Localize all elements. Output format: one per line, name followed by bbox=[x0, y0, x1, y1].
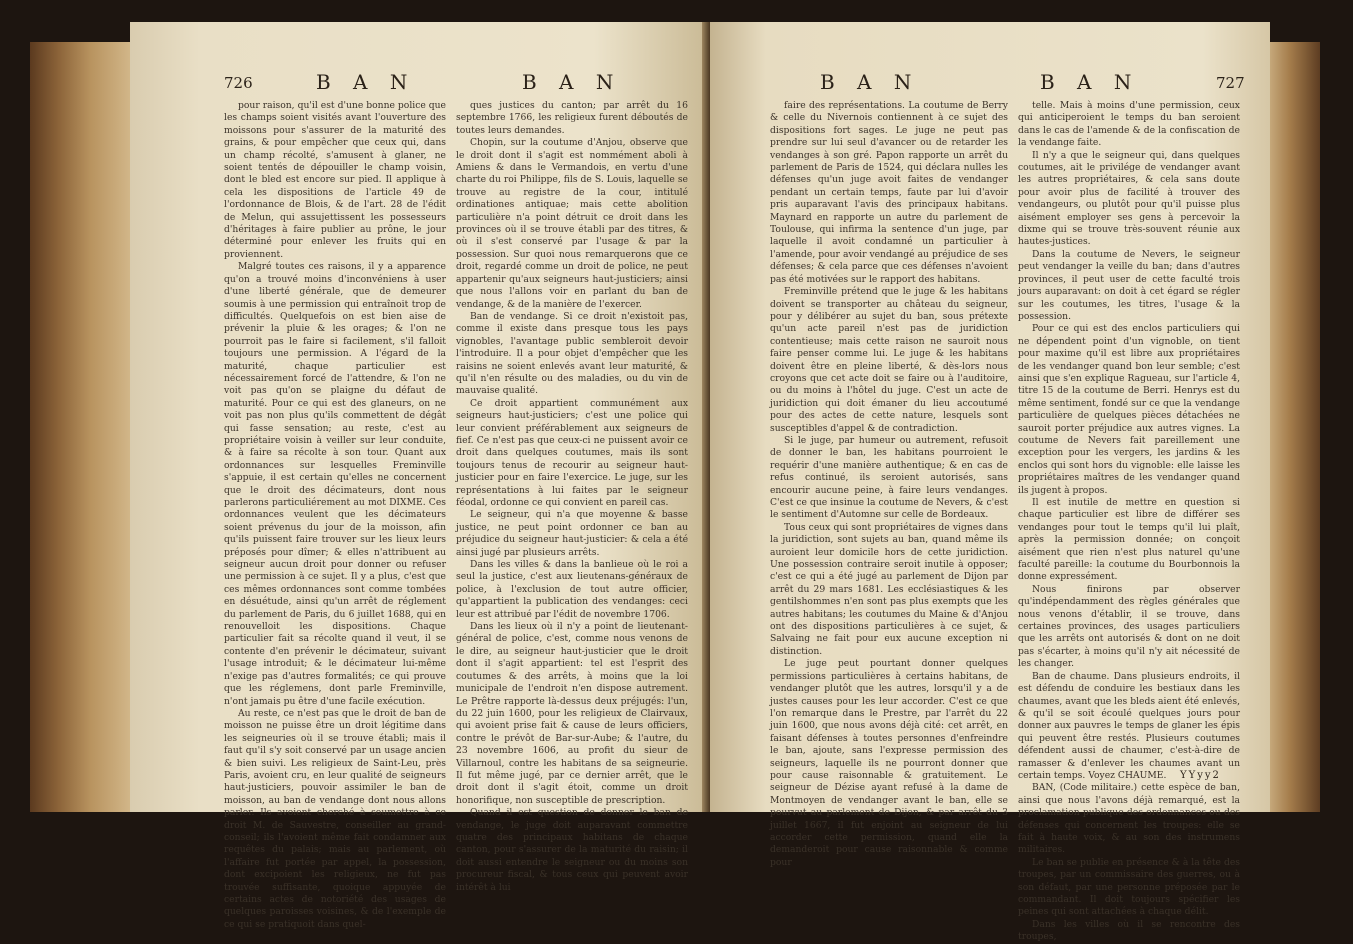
paragraph: Freminville prétend que le juge & les habitans doivent se transporter au château du seigneur, pour y délibérer au sujet du ban, sous prétexte qu'un acte pareil n'est pas de juridiction contentieuse; mais cette raison ne sauroit nous faire penser comme lui. Le juge & les habitans doivent être en pleine liberté, & dès-lors nous croyons que cet acte doit se faire ou à l'auditoire, ou du moins à l'hôtel du juge. C'est un acte de juridiction qui doit émaner du lieu accoutumé pour des actes de cette nature, lesquels sont susceptibles d'appel & de contradiction. bbox=[770, 286, 1008, 434]
paragraph: Il n'y a que le seigneur qui, dans quelques coutumes, ait le privilége de vendanger avant les autres propriétaires, & cela sans doute pour avoir plus de facilité à trouver des vendangeurs, ou plutôt pour qu'il puisse plus aisément employer ses gens à percevoir la dixme qui se trouve très-souvent réunie aux hautes-justices. bbox=[1018, 149, 1240, 248]
right-page bbox=[710, 22, 1270, 943]
paragraph: Nous finirons par observer qu'indépendamment des règles générales que nous venons d'établir, il se trouve, dans certaines provinces, des usages particuliers que les arrêts ont autorisés & dont on ne doit pas s'écarter, à moins qu'il n'y ait nécessité de les changer. bbox=[1018, 583, 1240, 670]
paragraph: Quand il est question de donner le ban de vendange, le juge doit auparavant commettre quatre des principaux habitans de chaque canton, pour s'assurer de la maturité du raisin; il doit aussi entendre le seigneur ou du moins son procureur fiscal, & tous ceux qui peuvent avoir intérêt à lui bbox=[456, 807, 688, 893]
paragraph: Dans les villes où il se rencontre des troupes, bbox=[1018, 918, 1240, 943]
paragraph: Il est inutile de mettre en question si chaque particulier est libre de différer ses vendanges pour tout le temps qu'il lui plaît, après la permission donnée; on conçoit aisément que rien n'est plus naturel qu'une faculté pareille: la coutume du Bourbonnois la donne expressément. bbox=[1018, 497, 1240, 583]
text-column-2 bbox=[456, 100, 688, 893]
book-edge-left bbox=[30, 42, 140, 812]
paragraph: Le seigneur, qui n'a que moyenne & basse justice, ne peut point ordonner ce ban au préjudice du seigneur haut-justicier: & cela a été ainsi jugé par plusieurs arrêts. bbox=[456, 509, 688, 558]
running-head-right: B A N bbox=[522, 70, 622, 94]
running-head-left: B A N bbox=[316, 70, 416, 94]
text-column-1 bbox=[224, 100, 446, 930]
paragraph: Si le juge, par humeur ou autrement, refusoit de donner le ban, les habitans pourroient le requérir d'une manière authentique; & en cas de refus continué, ils seroient autorisés, sans encourir aucune peine, à faire leurs vendanges. C'est ce que insinue la coutume de Nevers, & c'est le sentiment d'Automne sur celle de Bordeaux. bbox=[770, 434, 1008, 521]
paragraph: faire des représentations. La coutume de Berry & celle du Nivernois contiennent à ce sujet des dispositions fort sages. Le juge ne peut pas prendre sur lui seul d'avancer ou de retarder les vendanges à son gré. Papon rapporte un arrêt du parlement de Paris de 1524, qui déclara nulles les défenses qu'un juge avoit faites de vendanger pendant un certain temps, faute par lui d'avoir pris auparavant l'avis des principaux habitans. Maynard en rapporte un autre du parlement de Toulouse, qui infirma la sentence d'un juge, par laquelle il avoit condamné un particulier à l'amende, pour avoir vendangé au préjudice de ses défenses; & cela parce que ces défenses n'avoient pas été motivées sur le rapport des habitans. bbox=[770, 100, 1008, 285]
paragraph: Le juge peut pourtant donner quelques permissions particulières à certains habitans, de vendanger plutôt que les autres, lorsqu'il y a de justes causes pour les leur accorder. C'est ce que l'on remarque dans le Prestre, par l'arrêt du 22 juin 1600, que nous avons déjà cité: cet arrêt, en faisant défenses à toutes personnes d'enfreindre le ban, ajoute, sans l'expresse permission des seigneurs, laquelle ils ne pourront donner que pour cause raisonnable & gratuitement. Le seigneur de Dézise ayant refusé à la dame de Montmoyen de vendanger avant le ban, elle se pourvut au parlement de Dijon, & par arrêt du 3 juillet 1667, il fut enjoint au seigneur de lui accorder cette permission, quand elle la demanderoit pour cause raisonnable & comme pour bbox=[770, 658, 1008, 868]
paragraph: Tous ceux qui sont propriétaires de vignes dans la juridiction, sont sujets au ban, quand même ils auroient leur domicile hors de cette juridiction. Une possession contraire seroit inutile à opposer; c'est ce qui a été jugé au parlement de Dijon par arrêt du 29 mars 1681. Les ecclésiastiques & les gentilshommes n'en sont pas plus exempts que les autres habitans; les coutumes du Maine & d'Anjou ont des dispositions particulières à ce sujet, & Salvaing ne fait pour eux aucune exception ni distinction. bbox=[770, 521, 1008, 657]
paragraph: telle. Mais à moins d'une permission, ceux qui anticiperoient le temps du ban seroient dans le cas de l'amende & de la confiscation de la vendange faite. bbox=[1018, 100, 1240, 149]
paragraph: ques justices du canton; par arrêt du 16 septembre 1766, les religieux furent déboutés de toutes leurs demandes. bbox=[456, 100, 688, 136]
paragraph: Dans la coutume de Nevers, le seigneur peut vendanger la veille du ban; dans d'autres provinces, il peut user de cette faculté trois jours auparavant: on doit à cet égard se régler sur les coutumes, les titres, l'usage & la possession. bbox=[1018, 248, 1240, 322]
paragraph: BAN, (Code militaire.) cette espèce de ban, ainsi que nous l'avons déjà remarqué, est la proclamation publique des ordonnances ou des défenses qui concernent les troupes: elle se fait à haute voix, & au son des instrumens militaires. bbox=[1018, 782, 1240, 856]
paragraph: Ban de vendange. Si ce droit n'existoit pas, comme il existe dans presque tous les pays vignobles, l'avantage public sembleroit devoir l'introduire. Il a pour objet d'empêcher que les raisins ne soient enlevés avant leur maturité, & qu'il n'en résulte ou des maladies, ou du vin de mauvaise qualité. bbox=[456, 310, 688, 397]
running-head-left: B A N bbox=[820, 70, 920, 94]
paragraph: Chopin, sur la coutume d'Anjou, observe que le droit dont il s'agit est nommément aboli à Amiens & dans le Vermandois, en vertu d'une charte du roi Philippe, fils de S. Louis, laquelle se trouve au registre de la cour, intitulé ordinationes antiquae; mais cette abolition particulière n'a point détruit ce droit dans les provinces où il se trouve établi par des titres, & où il s'est conservé par l'usage & par la possession. Sur quoi nous remarquerons que ce droit, regardé comme un droit de police, ne peut appartenir qu'aux seigneurs haut-justiciers; ainsi que nous l'allons voir en parlant du ban de vendange, & de la manière de l'exercer. bbox=[456, 137, 688, 310]
left-page bbox=[130, 22, 710, 930]
paragraph: Le ban se publie en présence & à la tête des troupes, par un commissaire des guerres, ou à son défaut, par une personne préposée par le commandant. Il doit toujours spécifier les peines qui sont attachées à chaque délit. bbox=[1018, 856, 1240, 918]
paragraph: Pour ce qui est des enclos particuliers qui ne dépendent point d'un vignoble, on tient pour maxime qu'il est libre aux propriétaires de les vendanger quand bon leur semble; c'est ainsi que s'en explique Ragueau, sur l'article 4, titre 15 de la coutume de Berri. Henrys est du même sentiment, fondé sur ce que la vendange particulière de quelques pièces détachées ne sauroit porter préjudice aux autres vignes. La coutume de Nevers fait pareillement une exception pour les vergers, les jardins & les enclos qui sont hors du vignoble: elle laisse les propriétaires maîtres de les vendanger quand ils jugent à propos. bbox=[1018, 323, 1240, 496]
signature-mark: YYyy2 bbox=[1180, 770, 1221, 781]
paragraph: Dans les villes & dans la banlieue où le roi a seul la justice, c'est aux lieutenans-généraux de police, à l'exclusion de tout autre officier, qu'appartient la publication des vendanges: ceci leur est attribué par l'édit de novembre 1706. bbox=[456, 559, 688, 620]
running-head-right: B A N bbox=[1040, 70, 1140, 94]
paragraph: Malgré toutes ces raisons, il y a apparence qu'on a trouvé moins d'inconvéniens à user d'une liberté générale, que de demeurer soumis à une permission qui entraînoit trop de difficultés. Quelquefois on est bien aise de prévenir la pluie & les orages; & l'on ne pourroit pas le faire si facilement, s'il falloit toujours une permission. A l'égard de la maturité, chaque particulier est nécessairement forcé de l'attendre, & l'on ne voit pas qu'on se plaigne du défaut de maturité. Pour ce qui est des glaneurs, on ne voit pas non plus qu'ils commettent de dégât qui fasse sensation; au reste, c'est au propriétaire voisin à veiller sur leur conduite, & à faire sa récolte à son tour. Quant aux ordonnances sur lesquelles Freminville s'appuie, il est certain qu'elles ne concernent que le droit des décimateurs, dont nous parlerons particuliérement au mot DIXME. Ces ordonnances veulent que les décimateurs soient prévenus du jour de la moisson, afin qu'ils puissent faire trouver sur les lieux leurs préposés pour dîmer; & elles n'attribuent au seigneur aucun droit pour donner ou refuser une permission à ce sujet. Il y a plus, c'est que ces mêmes ordonnances sont comme tombées en désuétude, ainsi qu'un arrêt de réglement du parlement de Paris, du 6 juillet 1688, qui en renouvelloit les dispositions. Chaque particulier fait sa récolte quand il veut, il se contente d'en prévenir le décimateur, suivant l'usage introduit; & le décimateur lui-même n'exige pas d'autres formalités; ce qui prouve que les réglemens, dont parle Freminville, n'ont jamais pu être d'une facile exécution. bbox=[224, 261, 446, 707]
text-column-1 bbox=[770, 100, 1008, 868]
open-book bbox=[30, 22, 1320, 943]
paragraph: Au reste, ce n'est pas que le droit de ban de moisson ne puisse être un droit légitime dans les seigneuries où il se trouve établi; mais il faut qu'il s'y soit conservé par un usage ancien & bien suivi. Les religieux de Saint-Leu, près Paris, avoient cru, en leur qualité de seigneurs haut-justiciers, pouvoir assimiler le ban de moisson, au ban de vendange dont nous allons parler. Ils avoient cherché à soumettre à ce droit M. de Sauvestre, conseiller au grand-conseil; ils l'avoient même fait condamner aux requêtes du palais; mais au parlement, où l'affaire fut portée par appel, la possession, dont excipoient les religieux, ne fut pas trouvée suffisante, quoique appuyée de certains actes de notoriété des usages de quelques paroisses voisines, & de l'exemple de ce qui se pratiquoit dans quel- bbox=[224, 707, 446, 930]
paragraph: Ce droit appartient communément aux seigneurs haut-justiciers; c'est une police qui leur convient préférablement aux seigneurs de fief. Ce n'est pas que ceux-ci ne puissent avoir ce droit dans quelques coutumes, mais ils sont toujours tenus de recourir au seigneur haut-justicier pour en faire l'exercice. Le juge, sur les représentations à lui faites par le seigneur féodal, ordonne ce qui convient en pareil cas. bbox=[456, 397, 688, 508]
paragraph: Ban de chaume. Dans plusieurs endroits, il est défendu de conduire les bestiaux dans les chaumes, avant que les bleds aient été enlevés, & qu'il se soit écoulé quelques jours pour donner aux pauvres le temps de glaner les épis qui peuvent être restés. Plusieurs coutumes défendent aussi de chaumer, c'est-à-dire de ramasser & d'enlever les chaumes avant un certain temps. Voyez CHAUME. bbox=[1018, 670, 1240, 781]
paragraph: pour raison, qu'il est d'une bonne police que les champs soient visités avant l'ouverture des moissons pour s'assurer de la maturité des grains, & pour empêcher que ceux qui, dans un champ récolté, s'amusent à glaner, ne soient tentés de dépouiller le champ voisin, dont le bled est encore sur pied. Il applique à cela les dispositions de l'article 49 de l'ordonnance de Blois, & de l'art. 28 de l'édit de Melun, qui assujettissent les possesseurs d'héritages à faire publier au prône, le jour déterminé pour enlever les fruits qui en proviennent. bbox=[224, 100, 446, 260]
paragraph: Dans les lieux où il n'y a point de lieutenant-général de police, c'est, comme nous venons de le dire, au seigneur haut-justicier que le droit dont il s'agit appartient: tel est l'esprit des coutumes & des arrêts, à moins que la loi municipale de l'endroit n'en dispose autrement. Le Prêtre rapporte là-dessus deux préjugés: l'un, du 22 juin 1600, pour les religieux de Clairvaux, qui avoient prise fait & cause de leurs officiers, contre le prévôt de Bar-sur-Aube; & l'autre, du 23 novembre 1606, au profit du sieur de Villarnoul, contre les habitans de sa seigneurie. Il fut même jugé, par ce dernier arrêt, que le droit dont il s'agit étoit, comme un droit honorifique, non susceptible de prescription. bbox=[456, 621, 688, 806]
page-number: 726 bbox=[224, 74, 253, 92]
page-number: 727 bbox=[1216, 74, 1245, 92]
